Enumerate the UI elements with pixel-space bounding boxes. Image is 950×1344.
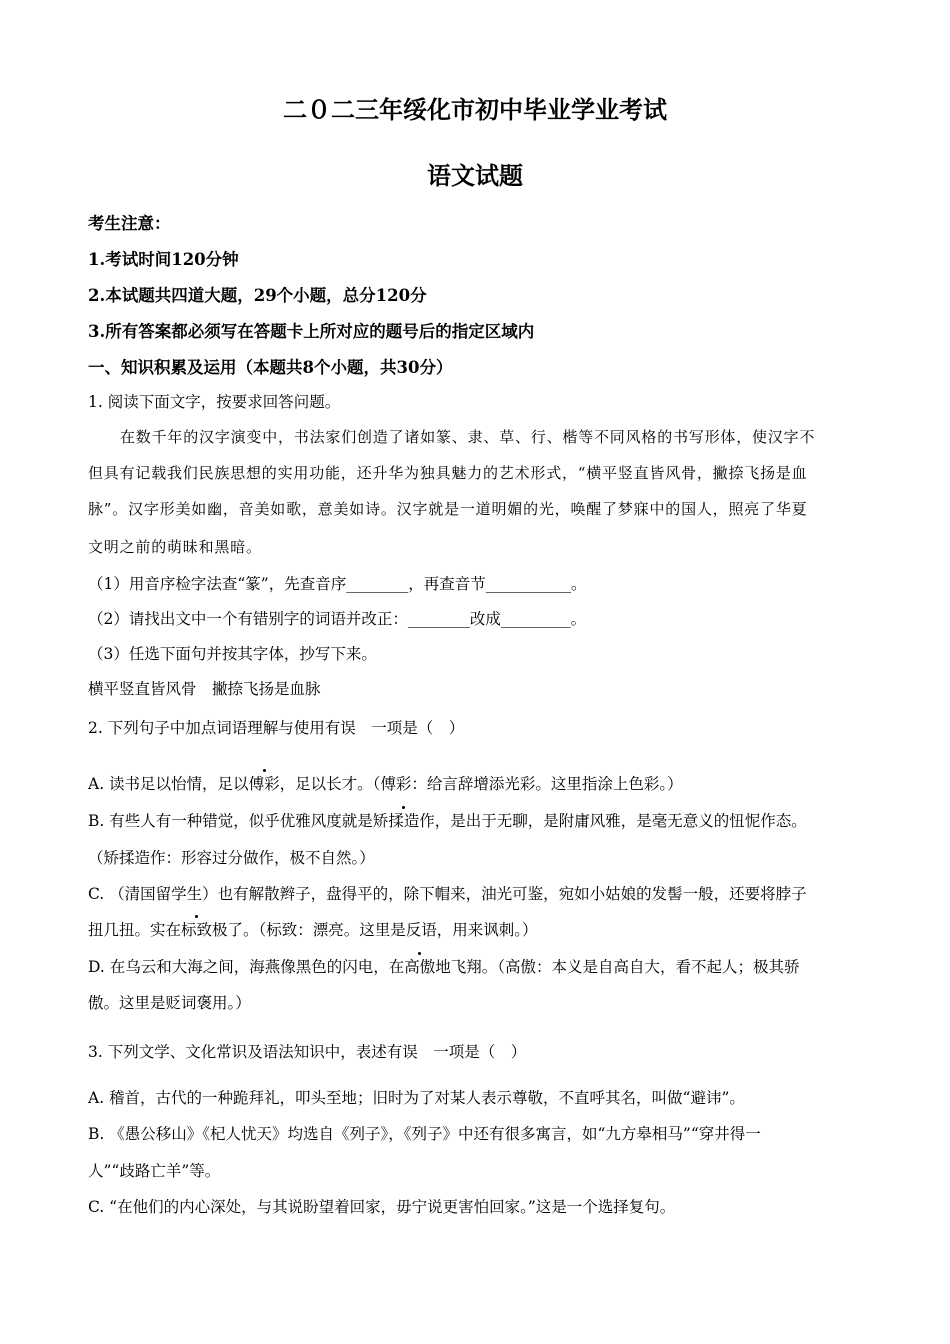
option-d (88, 955, 878, 977)
option-text: D. 在乌云和大海之间，海燕像黑色的闪电，在 (88, 958, 405, 976)
option-b (88, 809, 878, 831)
option-text: ，是出于无聊，是附庸风雅，是毫无意义的忸怩作态。 (434, 812, 807, 830)
option-text: ，足以长才。（傅彩：给言辞增添光彩。这里指涂上色彩。） (279, 775, 683, 793)
option-text: （矫揉造作：形容过分做作，极不自然。） (88, 849, 375, 867)
passage-line: 脉”。汉字形美如幽，音美如歌，意美如诗。汉字就是一道明媚的光，唤醒了梦寐中的国人，照亮了华夏 (88, 500, 808, 518)
option-c: C. （清国留学生）也有解散辫子，盘得平的，除下帽来，油光可鉴，宛如小姑娘的发髻一般，还要将脖子 (88, 885, 807, 903)
notice-item: 3.所有答案都必须写在答题卡上所对应的题号后的指定区域内 (88, 322, 535, 341)
dotted-word: 矫揉造作 (373, 809, 435, 831)
option-text: A. 读书足以怡情，足以 (88, 775, 249, 793)
copy-sentence: 横平竖直皆风骨 撇捺飞扬是血脉 (88, 680, 321, 698)
passage-line: 但具有记载我们民族思想的实用功能，还升华为独具魅力的艺术形式，“横平竖直皆风骨，撇捺飞扬是血 (88, 464, 808, 482)
notice-item: 2.本试题共四道大题，29个小题，总分120分 (88, 286, 427, 305)
option-text: 人”“歧路亡羊”等。 (88, 1162, 221, 1180)
dotted-word: 傅彩 (249, 772, 280, 794)
sub-question: （3）任选下面句并按其字体，抄写下来。 (88, 645, 377, 663)
sub-question: （2）请找出文中一个有错别字的词语并改正：________改成_________。 (88, 610, 587, 628)
option-text: B. 有些人有一种错觉，似乎优雅风度就是 (88, 812, 373, 830)
question-stem: 3. 下列文学、文化常识及语法知识中，表述有误 一项是（ ） (88, 1043, 527, 1061)
sub-question: （1）用音序检字法查“篆”，先查音序________，再查音节___________。 (88, 575, 587, 593)
option-a: A. 稽首，古代的一种跪拜礼，叩头至地；旧时为了对某人表示尊敬，不直呼其名，叫做“避讳”。 (88, 1089, 745, 1107)
passage-line: 文明之前的萌昧和黑暗。 (88, 538, 262, 556)
option-a (88, 772, 878, 794)
question-stem: 1. 阅读下面文字，按要求回答问题。 (88, 393, 341, 411)
exam-title: 二０二三年绥化市初中毕业学业考试 (283, 95, 667, 124)
dotted-word: 高傲 (404, 955, 435, 977)
option-b: B. 《愚公移山》《杞人忧天》均选自《列子》，《列子》中还有很多寓言，如“九方皋相马”“穿井得一 (88, 1125, 761, 1143)
option-text: 扭几扭。实在 (88, 921, 182, 939)
exam-subtitle: 语文试题 (427, 161, 523, 190)
passage-line: 在数千年的汉字演变中，书法家们创造了诸如篆、隶、草、行、楷等不同风格的书写形体，使汉字不 (120, 428, 816, 446)
dotted-word: 标致 (181, 918, 212, 940)
option-text (88, 918, 878, 940)
section-heading: 一、知识积累及运用（本题共8个小题，共30分） (88, 358, 453, 377)
notice-item: 1.考试时间120分钟 (88, 250, 239, 269)
option-text: 地飞翔。（高傲：本义是自高自大，看不起人；极其骄 (435, 958, 800, 976)
question-stem: 2. 下列句子中加点词语理解与使用有误 一项是（ ） (88, 719, 465, 737)
option-text: 极了。（标致：漂亮。这里是反语，用来讽刺。） (212, 921, 538, 939)
option-c: C. “在他们的内心深处，与其说盼望着回家，毋宁说更害怕回家。”这是一个选择复句。 (88, 1198, 676, 1216)
option-text: 傲。这里是贬词褒用。） (88, 994, 251, 1012)
notice-heading: 考生注意： (88, 214, 171, 233)
